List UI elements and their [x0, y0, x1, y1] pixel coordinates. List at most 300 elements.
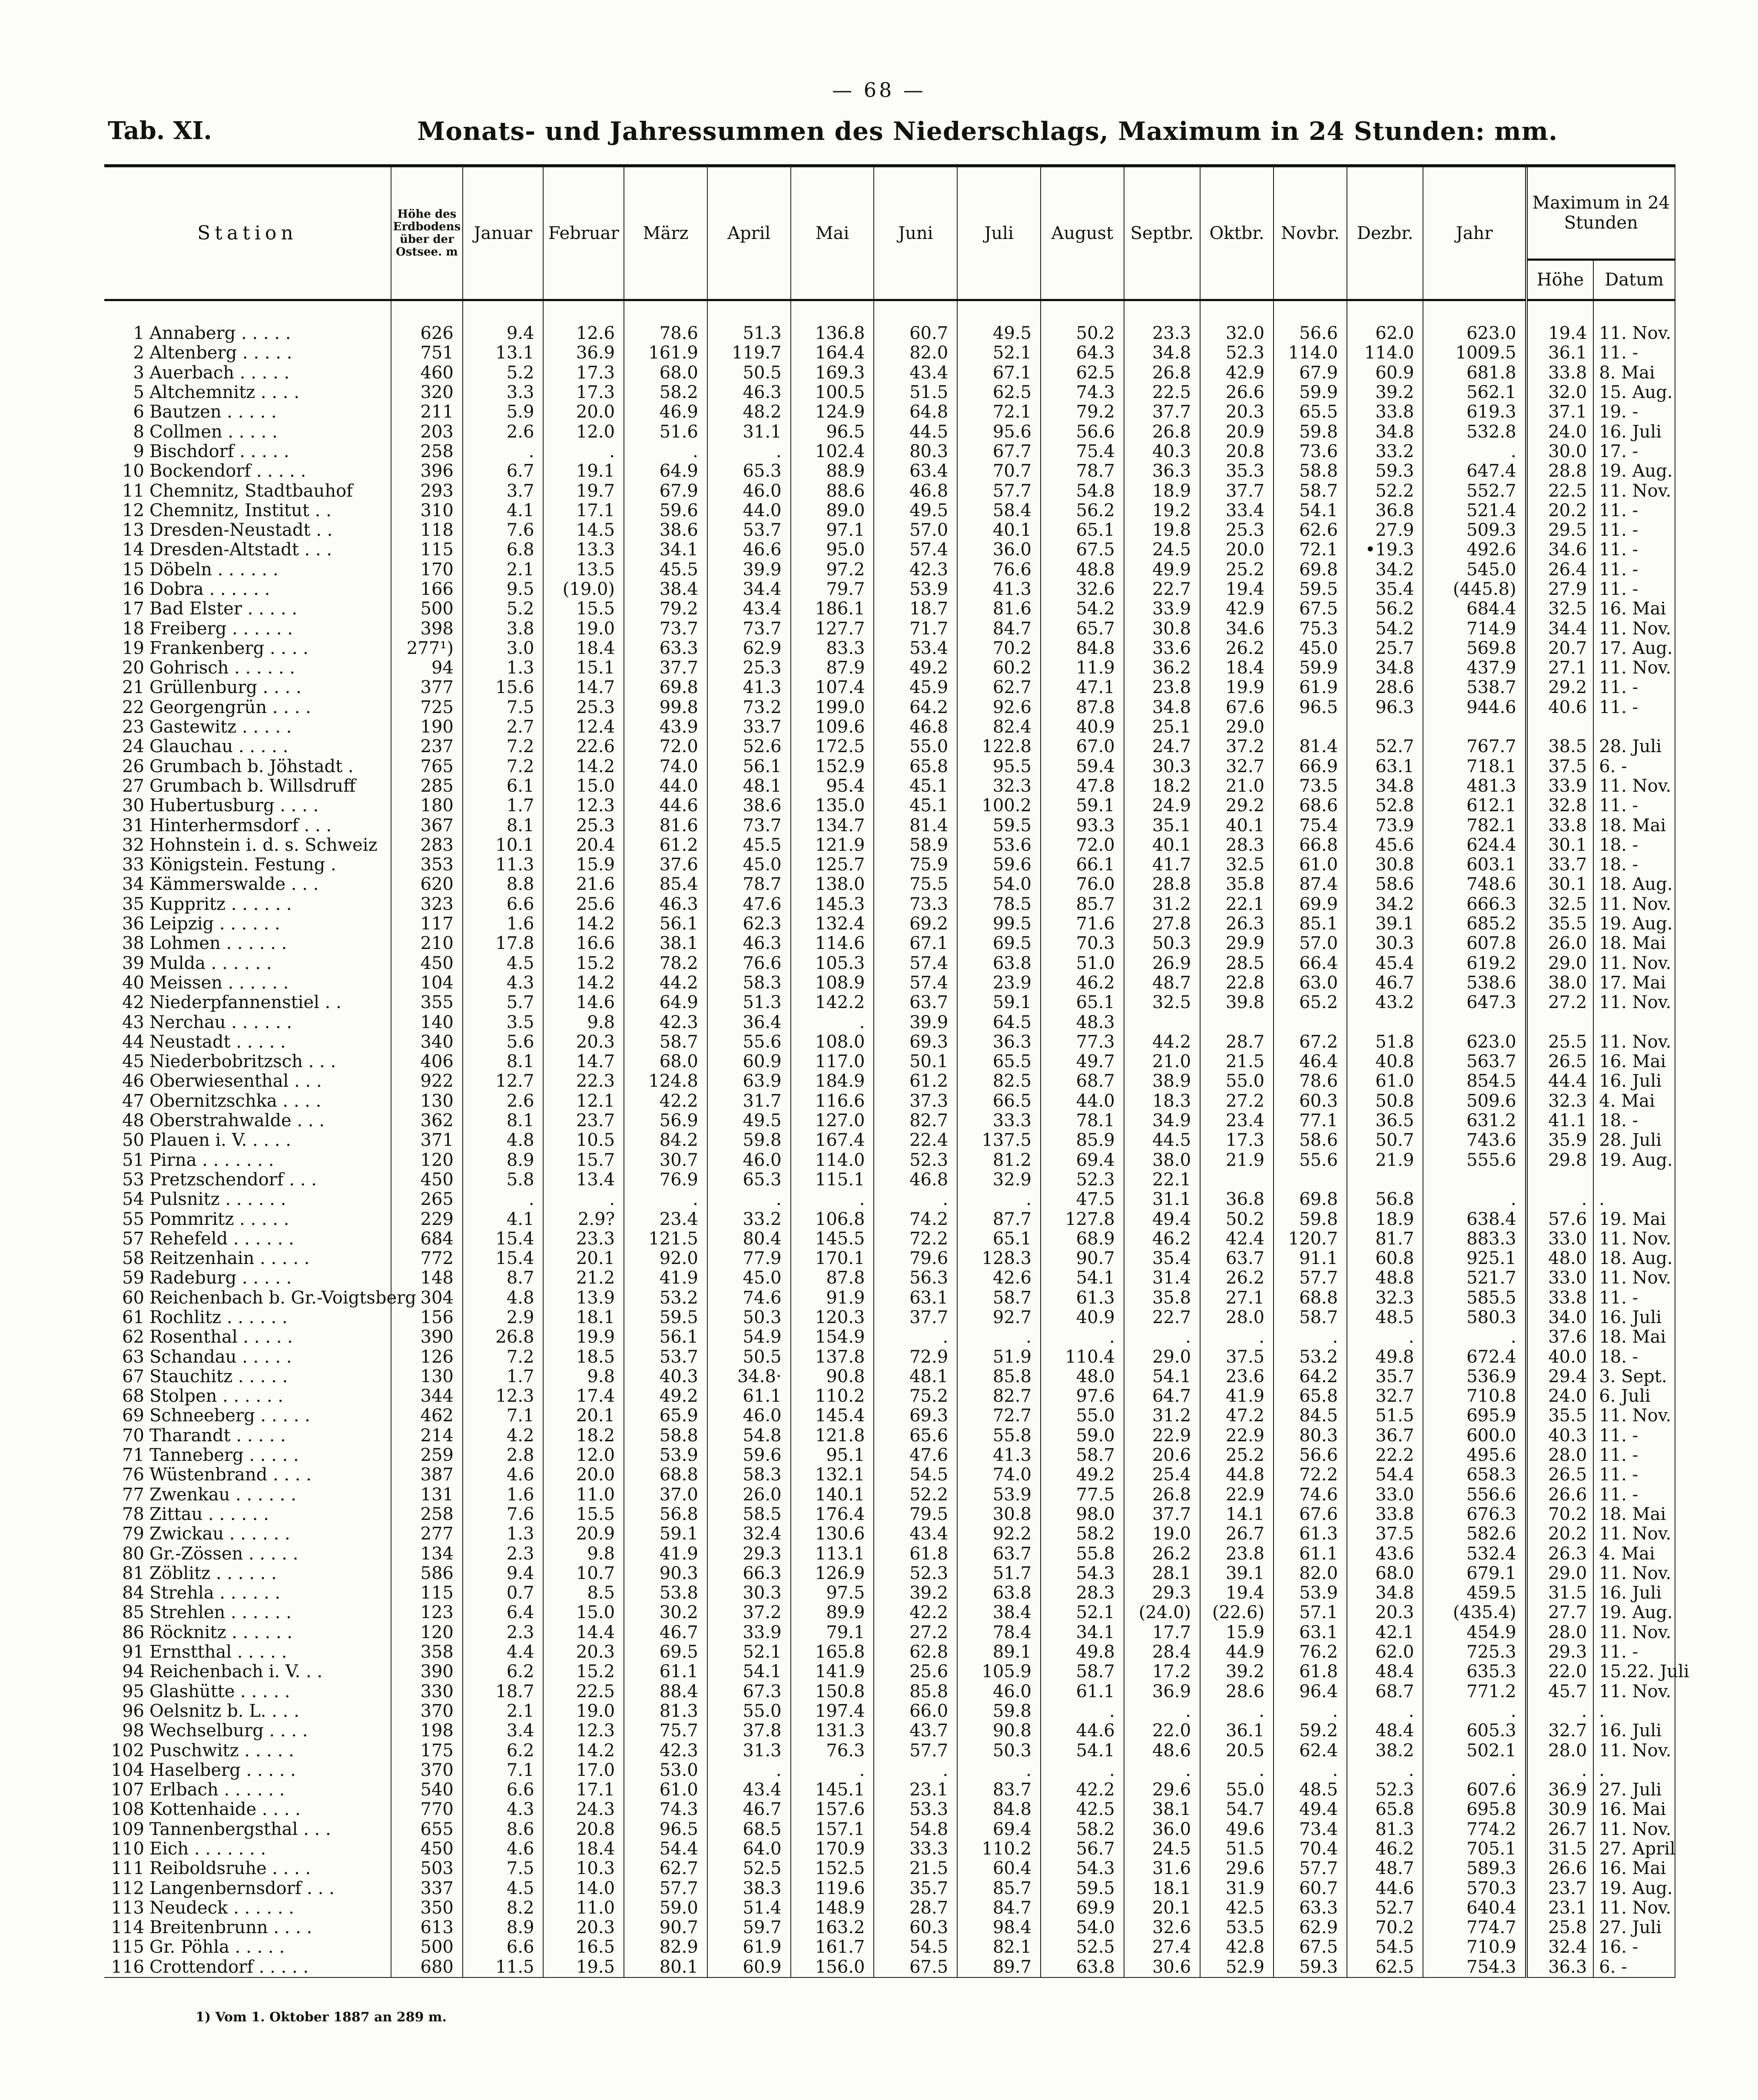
- value-cell: 22.3: [543, 1072, 624, 1091]
- value-cell: 1.3: [463, 1524, 544, 1544]
- max-hoehe-cell: 38.5: [1526, 737, 1594, 756]
- value-cell: 69.2: [874, 914, 957, 934]
- year-total-cell: 605.3: [1423, 1721, 1526, 1741]
- table-row: [104, 1150, 1675, 1170]
- max-datum-cell: 16. Juli: [1593, 1072, 1675, 1091]
- table-row: [104, 639, 1675, 658]
- value-cell: 124.8: [624, 1072, 707, 1091]
- value-cell: 68.9: [1041, 1229, 1124, 1249]
- value-cell: 5.6: [463, 1032, 544, 1052]
- elevation-cell: 170: [391, 560, 463, 580]
- max-datum-cell: 27. April: [1593, 1839, 1675, 1859]
- station-name: Kämmerswalde . . .: [149, 874, 319, 895]
- value-cell: 25.3: [543, 816, 624, 835]
- max-hoehe-cell: 36.3: [1526, 1957, 1594, 1977]
- value-cell: 67.2: [1274, 1032, 1347, 1052]
- value-cell: 11.3: [463, 855, 544, 875]
- value-cell: 24.5: [1124, 1839, 1200, 1859]
- max-datum-cell: 11. Nov.: [1593, 776, 1675, 796]
- value-cell: 1.6: [463, 914, 544, 934]
- year-total-cell: 638.4: [1423, 1209, 1526, 1229]
- elevation-cell: 751: [391, 343, 463, 363]
- station-cell: [104, 954, 391, 973]
- value-cell: 4.1: [463, 501, 544, 521]
- year-total-cell: 459.5: [1423, 1583, 1526, 1603]
- value-cell: 48.7: [1347, 1859, 1423, 1878]
- station-cell: [104, 1642, 391, 1662]
- value-cell: .: [874, 1761, 957, 1780]
- value-cell: 4.3: [463, 973, 544, 993]
- value-cell: 88.6: [791, 481, 874, 501]
- value-cell: 176.4: [791, 1505, 874, 1524]
- value-cell: 12.1: [543, 1091, 624, 1111]
- value-cell: 58.6: [1347, 875, 1423, 894]
- station-name: Annaberg . . . . .: [149, 323, 291, 344]
- value-cell: 25.2: [1200, 1446, 1274, 1465]
- value-cell: 105.3: [791, 954, 874, 973]
- value-cell: 53.7: [624, 1347, 707, 1367]
- value-cell: 96.5: [624, 1820, 707, 1839]
- station-number: 19: [122, 638, 144, 658]
- elevation-cell: 277¹): [391, 639, 463, 658]
- max-hoehe-cell: 37.5: [1526, 757, 1594, 776]
- value-cell: 30.8: [1347, 855, 1423, 875]
- value-cell: 57.7: [874, 1741, 957, 1760]
- value-cell: 69.5: [957, 934, 1041, 953]
- value-cell: 58.6: [1274, 1131, 1347, 1150]
- value-cell: 31.3: [707, 1741, 791, 1760]
- elevation-cell: 123: [391, 1603, 463, 1622]
- value-cell: .: [1200, 1702, 1274, 1721]
- station-name: Hohnstein i. d. s. Schweiz: [149, 835, 378, 855]
- value-cell: 34.8: [1124, 343, 1200, 363]
- value-cell: 24.5: [1124, 540, 1200, 560]
- value-cell: 59.5: [957, 816, 1041, 835]
- value-cell: 22.2: [1347, 1446, 1423, 1465]
- value-cell: 82.1: [957, 1937, 1041, 1957]
- value-cell: 145.1: [791, 1780, 874, 1800]
- station-cell: [104, 737, 391, 756]
- max-hoehe-cell: 25.8: [1526, 1918, 1594, 1937]
- year-total-cell: 481.3: [1423, 776, 1526, 796]
- value-cell: 106.8: [791, 1209, 874, 1229]
- station-number: 45: [122, 1052, 144, 1072]
- value-cell: 49.4: [1124, 1209, 1200, 1229]
- value-cell: 41.9: [624, 1268, 707, 1288]
- station-number: 26: [122, 756, 144, 776]
- value-cell: .: [1124, 1761, 1200, 1780]
- max-datum-cell: 11. Nov.: [1593, 1524, 1675, 1544]
- month-header: Februar: [543, 166, 624, 300]
- elevation-cell: 396: [391, 461, 463, 481]
- value-cell: 10.5: [543, 1131, 624, 1150]
- value-cell: 30.3: [1347, 934, 1423, 953]
- value-cell: 152.9: [791, 757, 874, 776]
- value-cell: 68.8: [624, 1465, 707, 1485]
- station-number: 36: [122, 914, 144, 934]
- value-cell: 43.4: [707, 599, 791, 619]
- value-cell: 7.1: [463, 1761, 544, 1780]
- value-cell: 26.2: [1200, 1268, 1274, 1288]
- value-cell: 63.8: [957, 954, 1041, 973]
- value-cell: 45.0: [707, 1268, 791, 1288]
- value-cell: 82.5: [957, 1072, 1041, 1091]
- value-cell: 73.2: [707, 698, 791, 717]
- year-total-cell: .: [1423, 442, 1526, 461]
- year-total-cell: 782.1: [1423, 816, 1526, 835]
- value-cell: 64.7: [1124, 1387, 1200, 1406]
- station-cell: [104, 540, 391, 560]
- value-cell: 36.3: [1124, 461, 1200, 481]
- station-name: Reiboldsruhe . . . .: [149, 1858, 311, 1879]
- station-number: 98: [122, 1721, 144, 1741]
- value-cell: 17.3: [1200, 1131, 1274, 1150]
- value-cell: 140.1: [791, 1485, 874, 1505]
- value-cell: 59.6: [957, 855, 1041, 875]
- value-cell: 14.2: [543, 757, 624, 776]
- table-row: [104, 521, 1675, 540]
- value-cell: 58.7: [1041, 1662, 1124, 1682]
- value-cell: 35.8: [1124, 1288, 1200, 1308]
- value-cell: 39.1: [1347, 914, 1423, 934]
- elevation-cell: 655: [391, 1820, 463, 1839]
- value-cell: 81.6: [957, 599, 1041, 619]
- value-cell: 73.5: [1274, 776, 1347, 796]
- value-cell: 20.0: [543, 1465, 624, 1485]
- value-cell: 54.1: [1041, 1741, 1124, 1760]
- value-cell: 65.5: [1274, 402, 1347, 422]
- max-hoehe-cell: 26.6: [1526, 1859, 1594, 1878]
- value-cell: 36.3: [957, 1032, 1041, 1052]
- table-row: [104, 1682, 1675, 1701]
- value-cell: 137.8: [791, 1347, 874, 1367]
- value-cell: .: [957, 1761, 1041, 1780]
- max-datum-cell: .: [1593, 1702, 1675, 1721]
- value-cell: 79.2: [624, 599, 707, 619]
- table-row: [104, 1524, 1675, 1544]
- value-cell: 165.8: [791, 1642, 874, 1662]
- station-cell: [104, 836, 391, 855]
- value-cell: 32.9: [957, 1170, 1041, 1190]
- value-cell: 80.1: [624, 1957, 707, 1977]
- value-cell: 52.5: [1041, 1937, 1124, 1957]
- max-datum-cell: 16. -: [1593, 1937, 1675, 1957]
- station-number: 104: [111, 1760, 144, 1780]
- year-total-cell: 672.4: [1423, 1347, 1526, 1367]
- value-cell: 10.1: [463, 836, 544, 855]
- year-total-cell: 624.4: [1423, 836, 1526, 855]
- elevation-cell: 355: [391, 993, 463, 1012]
- max-hoehe-cell: 29.5: [1526, 521, 1594, 540]
- value-cell: 23.3: [543, 1229, 624, 1249]
- value-cell: 78.5: [957, 895, 1041, 914]
- value-cell: 92.0: [624, 1249, 707, 1268]
- value-cell: 4.4: [463, 1642, 544, 1662]
- year-total-cell: 563.7: [1423, 1052, 1526, 1072]
- station-name: Oberstrahwalde . . .: [149, 1111, 325, 1131]
- station-name: Georgengrün . . . .: [149, 697, 311, 717]
- station-name: Stauchitz . . . . .: [149, 1366, 288, 1387]
- value-cell: 1.3: [463, 658, 544, 678]
- station-cell: [104, 1190, 391, 1209]
- station-name: Glashütte . . . . .: [149, 1681, 290, 1702]
- max-datum-cell: 19. -: [1593, 402, 1675, 422]
- station-name: Bautzen . . . . .: [149, 402, 277, 422]
- value-cell: 66.9: [1274, 757, 1347, 776]
- elevation-cell: 500: [391, 1937, 463, 1957]
- value-cell: 30.7: [624, 1150, 707, 1170]
- value-cell: 59.1: [1041, 796, 1124, 816]
- value-cell: 44.0: [1041, 1091, 1124, 1111]
- max-datum-cell: 16. Juli: [1593, 1583, 1675, 1603]
- value-cell: 19.8: [1124, 521, 1200, 540]
- max-hoehe-cell: 20.2: [1526, 1524, 1594, 1544]
- station-number: 31: [122, 815, 144, 836]
- year-total-cell: 502.1: [1423, 1741, 1526, 1760]
- value-cell: 43.4: [874, 363, 957, 383]
- value-cell: 57.4: [874, 954, 957, 973]
- value-cell: 75.7: [624, 1721, 707, 1741]
- value-cell: 17.3: [543, 363, 624, 383]
- value-cell: 98.0: [1041, 1505, 1124, 1524]
- footnote: 1) Vom 1. Oktober 1887 an 289 m.: [196, 2010, 447, 2025]
- year-total-cell: 509.6: [1423, 1091, 1526, 1111]
- station-number: 109: [111, 1819, 144, 1839]
- value-cell: 52.7: [1347, 1898, 1423, 1918]
- value-cell: 126.9: [791, 1564, 874, 1583]
- value-cell: 76.6: [957, 560, 1041, 580]
- value-cell: 28.3: [1041, 1583, 1124, 1603]
- value-cell: 20.3: [543, 1918, 624, 1937]
- value-cell: 61.8: [1274, 1662, 1347, 1682]
- value-cell: 65.8: [1347, 1800, 1423, 1819]
- elevation-cell: 320: [391, 383, 463, 402]
- value-cell: 64.9: [624, 461, 707, 481]
- value-cell: 61.0: [1347, 1072, 1423, 1091]
- value-cell: 14.7: [543, 678, 624, 697]
- value-cell: 127.0: [791, 1111, 874, 1131]
- max-datum-cell: 19. Aug.: [1593, 914, 1675, 934]
- station-name: Zwenkau . . . . . .: [149, 1484, 296, 1505]
- value-cell: 16.5: [543, 1937, 624, 1957]
- value-cell: 73.9: [1347, 816, 1423, 835]
- value-cell: 61.9: [1274, 678, 1347, 697]
- year-total-cell: 695.9: [1423, 1406, 1526, 1426]
- max-datum-cell: 27. Juli: [1593, 1918, 1675, 1937]
- value-cell: 41.3: [957, 580, 1041, 599]
- year-total-cell: [1423, 717, 1526, 737]
- max-datum-cell: 28. Juli: [1593, 1131, 1675, 1150]
- table-row: [104, 343, 1675, 363]
- value-cell: 40.1: [1124, 836, 1200, 855]
- value-cell: 18.9: [1124, 481, 1200, 501]
- max-hoehe-cell: 33.0: [1526, 1268, 1594, 1288]
- value-cell: 23.4: [1200, 1111, 1274, 1131]
- value-cell: 145.4: [791, 1406, 874, 1426]
- value-cell: 90.7: [624, 1918, 707, 1937]
- value-cell: 38.4: [624, 580, 707, 599]
- value-cell: 38.3: [707, 1878, 791, 1898]
- station-name: Reichenbach b. Gr.-Voigtsberg: [149, 1287, 416, 1308]
- table-row: [104, 1505, 1675, 1524]
- value-cell: 37.7: [874, 1308, 957, 1327]
- value-cell: 35.3: [1200, 461, 1274, 481]
- value-cell: 27.9: [1347, 521, 1423, 540]
- station-cell: [104, 1564, 391, 1583]
- value-cell: .: [1274, 1702, 1347, 1721]
- station-name: Wechselburg . . . .: [149, 1721, 308, 1741]
- value-cell: 4.5: [463, 954, 544, 973]
- value-cell: 31.9: [1200, 1878, 1274, 1898]
- value-cell: 27.1: [1200, 1288, 1274, 1308]
- station-name: Dresden-Neustadt . .: [149, 520, 333, 541]
- value-cell: .: [624, 442, 707, 461]
- elevation-cell: 210: [391, 934, 463, 953]
- max-datum-cell: .: [1593, 1761, 1675, 1780]
- value-cell: 85.7: [957, 1878, 1041, 1898]
- year-total-cell: .: [1423, 1190, 1526, 1209]
- value-cell: 80.3: [874, 442, 957, 461]
- value-cell: 54.3: [1041, 1564, 1124, 1583]
- year-total-cell: 521.7: [1423, 1268, 1526, 1288]
- value-cell: 25.7: [1347, 639, 1423, 658]
- year-total-cell: 854.5: [1423, 1072, 1526, 1091]
- station-name: Oelsnitz b. L. . . .: [149, 1701, 299, 1721]
- station-number: 102: [111, 1740, 144, 1761]
- year-total-cell: 771.2: [1423, 1682, 1526, 1701]
- table-row: [104, 1898, 1675, 1918]
- value-cell: 3.4: [463, 1721, 544, 1741]
- table-row: [104, 1072, 1675, 1091]
- table-row: [104, 973, 1675, 993]
- value-cell: 29.2: [1200, 796, 1274, 816]
- value-cell: 8.8: [463, 875, 544, 894]
- value-cell: 19.1: [543, 461, 624, 481]
- max-datum-cell: 11. Nov.: [1593, 300, 1675, 344]
- max-hoehe-cell: 48.0: [1526, 1249, 1594, 1268]
- year-total-cell: 767.7: [1423, 737, 1526, 756]
- station-cell: [104, 757, 391, 776]
- value-cell: 84.7: [957, 1898, 1041, 1918]
- value-cell: 70.2: [1347, 1918, 1423, 1937]
- elevation-cell: 772: [391, 1249, 463, 1268]
- value-cell: 54.3: [1041, 1859, 1124, 1878]
- value-cell: 40.9: [1041, 1308, 1124, 1327]
- value-cell: 50.5: [707, 1347, 791, 1367]
- value-cell: 32.3: [1347, 1288, 1423, 1308]
- station-name: Chemnitz, Stadtbauhof: [149, 481, 353, 501]
- value-cell: .: [874, 1190, 957, 1209]
- table-row: [104, 1387, 1675, 1406]
- value-cell: 114.6: [791, 934, 874, 953]
- max-hoehe-cell: 32.3: [1526, 1091, 1594, 1111]
- max-datum-cell: 16. Mai: [1593, 599, 1675, 619]
- station-number: 50: [122, 1130, 144, 1151]
- value-cell: 49.5: [957, 300, 1041, 344]
- max-hoehe-cell: 28.0: [1526, 1741, 1594, 1760]
- value-cell: 10.7: [543, 1564, 624, 1583]
- value-cell: 52.7: [1347, 737, 1423, 756]
- value-cell: 55.0: [1200, 1780, 1274, 1800]
- value-cell: 65.3: [707, 461, 791, 481]
- max-hoehe-cell: 33.9: [1526, 776, 1594, 796]
- value-cell: 79.2: [1041, 402, 1124, 422]
- value-cell: 72.1: [957, 402, 1041, 422]
- station-name: Zwickau . . . . . .: [149, 1524, 290, 1544]
- station-cell: [104, 343, 391, 363]
- elevation-cell: 613: [391, 1918, 463, 1937]
- year-total-cell: 685.2: [1423, 914, 1526, 934]
- value-cell: 22.4: [874, 1131, 957, 1150]
- value-cell: 31.7: [707, 1091, 791, 1111]
- elevation-cell: 398: [391, 619, 463, 638]
- max-hoehe-cell: 32.0: [1526, 383, 1594, 402]
- value-cell: 47.8: [1041, 776, 1124, 796]
- max-hoehe-cell: 35.5: [1526, 914, 1594, 934]
- value-cell: 59.8: [707, 1131, 791, 1150]
- value-cell: 14.1: [1200, 1505, 1274, 1524]
- value-cell: 60.3: [874, 1918, 957, 1937]
- value-cell: 63.8: [1041, 1957, 1124, 1977]
- value-cell: 50.3: [1124, 934, 1200, 953]
- value-cell: 60.7: [1274, 1878, 1347, 1898]
- value-cell: 87.7: [957, 1209, 1041, 1229]
- max-hoehe-cell: 40.0: [1526, 1347, 1594, 1367]
- value-cell: 105.9: [957, 1662, 1041, 1682]
- station-number: 47: [122, 1091, 144, 1111]
- value-cell: 74.6: [707, 1288, 791, 1308]
- value-cell: 13.4: [543, 1170, 624, 1190]
- value-cell: 69.8: [1274, 560, 1347, 580]
- value-cell: 9.8: [543, 1367, 624, 1387]
- year-total-cell: 619.2: [1423, 954, 1526, 973]
- max-hoehe-cell: [1526, 1012, 1594, 1032]
- value-cell: 72.7: [957, 1406, 1041, 1426]
- max-hoehe-cell: 24.0: [1526, 422, 1594, 441]
- value-cell: 48.5: [1347, 1308, 1423, 1327]
- station-cell: [104, 300, 391, 344]
- station-number: 62: [122, 1327, 144, 1347]
- value-cell: 56.1: [624, 914, 707, 934]
- value-cell: 88.4: [624, 1682, 707, 1701]
- value-cell: 31.2: [1124, 1406, 1200, 1426]
- max-datum-cell: 19. Aug.: [1593, 461, 1675, 481]
- station-cell: [104, 1131, 391, 1150]
- value-cell: 49.9: [1124, 560, 1200, 580]
- value-cell: 32.5: [1200, 855, 1274, 875]
- value-cell: 29.6: [1200, 1859, 1274, 1878]
- value-cell: 26.2: [1124, 1544, 1200, 1563]
- value-cell: 2.9?: [543, 1209, 624, 1229]
- table-row: [104, 934, 1675, 953]
- max-hoehe-cell: 19.4: [1526, 300, 1594, 344]
- station-cell: [104, 1032, 391, 1052]
- station-name: Pretzschendorf . . .: [149, 1169, 317, 1190]
- value-cell: 28.7: [874, 1898, 957, 1918]
- value-cell: 46.8: [874, 481, 957, 501]
- max-datum-header: Datum: [1593, 260, 1675, 300]
- value-cell: 41.7: [1124, 855, 1200, 875]
- station-cell: [104, 1780, 391, 1800]
- value-cell: 22.7: [1124, 580, 1200, 599]
- station-cell: [104, 973, 391, 993]
- value-cell: 84.5: [1274, 1406, 1347, 1426]
- value-cell: 107.4: [791, 678, 874, 697]
- value-cell: 13.9: [543, 1288, 624, 1308]
- year-total-cell: (445.8): [1423, 580, 1526, 599]
- station-cell: [104, 363, 391, 383]
- value-cell: 46.3: [624, 895, 707, 914]
